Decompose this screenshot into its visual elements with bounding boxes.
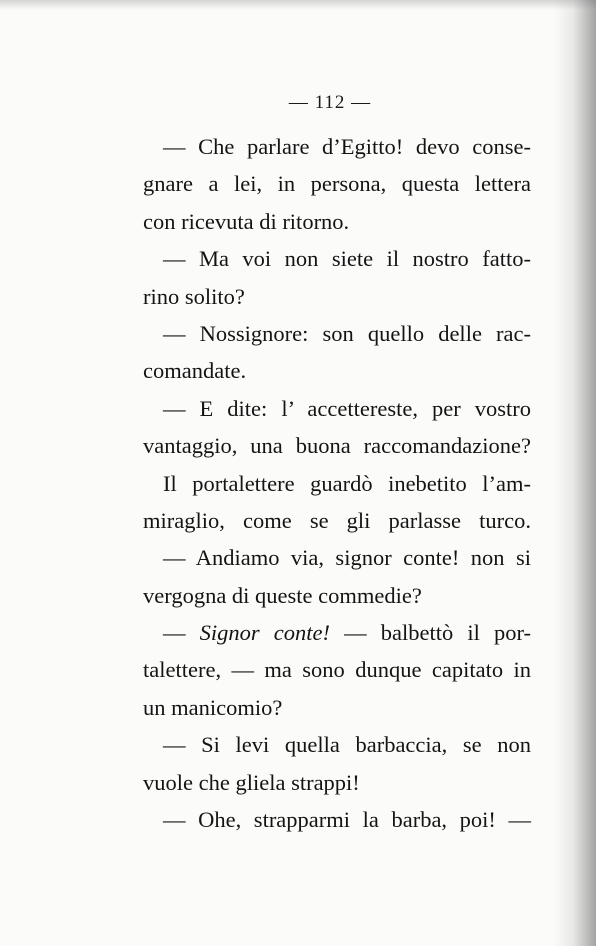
italic-text: Signor conte! <box>199 620 330 646</box>
text-line: — Si levi quella barbaccia, se non <box>163 732 531 758</box>
text-segment: — balbettò il por- <box>329 620 531 646</box>
text-line: rino solito? <box>143 283 245 309</box>
text-line: — Nossignore: son quello delle rac- <box>163 320 531 346</box>
text-line: comandate. <box>143 358 247 384</box>
text-line: vergogna di queste commedie? <box>143 582 422 608</box>
text-line: gnare a lei, in persona, questa lettera <box>143 171 531 197</box>
page-top-shadow <box>0 0 596 10</box>
text-line: — Andiamo via, signor conte! non si <box>163 545 531 571</box>
text-line: — Che parlare d’Egitto! devo conse- <box>163 134 531 159</box>
text-segment: — <box>163 620 200 646</box>
text-line: con ricevuta di ritorno. <box>143 208 350 234</box>
text-line: vuole che gliela strappi! <box>143 769 360 795</box>
page-number: — 112 — <box>288 92 372 113</box>
body-text <box>143 128 531 838</box>
text-line: vantaggio, una buona raccomandazione? <box>143 433 531 459</box>
text-line: un manicomio? <box>143 694 283 720</box>
text-line: miraglio, come se gli parlasse turco. <box>143 507 531 533</box>
text-line: Il portalettere guardò inebetito l’am- <box>163 470 531 496</box>
text-line-italic <box>143 614 531 651</box>
text-line: — E dite: l’ accettereste, per vostro <box>163 395 531 421</box>
text-line: talettere, — ma sono dunque capitato in <box>143 657 531 683</box>
text-line: — Ma voi non siete il nostro fatto- <box>163 246 531 272</box>
page-gutter-shadow <box>554 0 596 946</box>
text-line: — Ohe, strapparmi la barba, poi! — <box>163 807 531 833</box>
